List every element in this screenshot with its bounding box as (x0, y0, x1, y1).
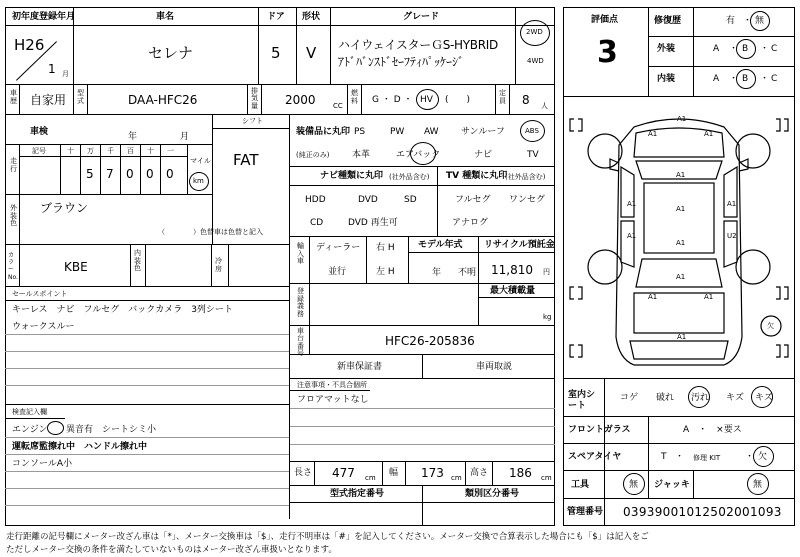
grade-line1: ハイウェイスターＧS-HYBRID (338, 38, 498, 52)
diagram-mark-12: A1 (704, 293, 714, 301)
shift-label: シフト (242, 117, 263, 125)
digit-4: 0 (146, 167, 154, 181)
sales-line2: ウォークスルー (12, 322, 75, 332)
cooling-label: 冷房 (215, 257, 222, 273)
diagram-mark-7: A1 (627, 232, 637, 240)
month-unit: 月 (62, 70, 69, 78)
diagram-mark-3: A1 (676, 171, 686, 179)
km-label: km (193, 177, 204, 185)
interior-a: A (713, 74, 720, 84)
usage: 自家用 (30, 93, 67, 107)
length-value: 477 (332, 466, 355, 480)
mileage-label: 走行 (10, 157, 17, 173)
sheet-yogore: 汚れ (691, 393, 710, 403)
length-label: 長さ (294, 468, 313, 478)
recycle-label: リサイクル預託金 (484, 240, 555, 250)
digits-header-3: 千 (107, 147, 114, 155)
mile-label: マイル (190, 157, 211, 165)
color-no-label: カラー No. (8, 252, 18, 281)
exterior-label: 外装 (657, 44, 676, 54)
repair-opt-dot: ・ (743, 16, 753, 26)
exterior-a: A (713, 44, 720, 54)
import-label: 輸入車 (297, 242, 304, 266)
spare-dot1: ・ (675, 452, 685, 462)
inspector-line3: コンソールA小 (12, 459, 72, 469)
car-name-label: 車名 (156, 12, 175, 22)
navi-dvd-play: DVD 再生可 (348, 218, 398, 228)
yen-unit: 円 (543, 268, 550, 276)
navi-dvd: DVD (358, 195, 378, 205)
control-value: 0393900101250200109​3 (623, 505, 782, 519)
inspector-line1: エンジン (12, 425, 48, 435)
width-label: 幅 (389, 468, 399, 478)
chassis-value: HFC26-205836 (385, 334, 475, 348)
interior-dot2: ・ (760, 74, 770, 84)
grade-line2: ｱﾄﾞﾊﾞﾝｽﾄﾞｾｰﾌﾃｨﾊﾟｯｹｰｼﾞ (338, 55, 465, 69)
cc-unit: CC (333, 102, 343, 110)
equip-airbag: エアバック (396, 150, 441, 160)
diagram-mark-0: A1 (677, 115, 687, 123)
diagram-mark-5: A1 (727, 200, 737, 208)
score-value: 3 (597, 35, 618, 70)
diagram-mark-14: 欠 (767, 322, 774, 330)
jack-value: 無 (753, 480, 763, 490)
color-label: 外装色 (10, 204, 17, 228)
shaken-month: 月 (180, 132, 190, 142)
model-year-unknown: 不明 (458, 268, 477, 278)
spare-t: T (661, 452, 667, 462)
height-cm: cm (541, 474, 552, 482)
color-value: ブラウン (40, 201, 89, 215)
windshield-value: A ・ ×要ス (683, 425, 742, 435)
interior-dot1: ・ (729, 74, 739, 84)
diagram-mark-2: A1 (704, 130, 714, 138)
diagram-mark-10: A1 (676, 273, 686, 281)
width-value: 173 (421, 466, 444, 480)
recycle-value: 11,810 (491, 263, 533, 277)
equipment-label: 装備品に丸印 (296, 127, 351, 137)
model: DAA-HFC26 (128, 93, 198, 107)
diagram-mark-9: U2 (727, 232, 737, 240)
fuel-options: G ・ D ・ (372, 95, 413, 105)
navi-cd: CD (310, 218, 324, 228)
diagram-mark-8: A1 (676, 239, 686, 247)
capacity: 8 (522, 93, 530, 107)
windshield-label: フロントガラス (568, 425, 631, 435)
model-year-year: 年 (432, 268, 442, 278)
notes-line1: フロアマットなし (297, 395, 369, 405)
kg-unit: kg (543, 313, 552, 321)
first-reg-era: H26 (14, 36, 45, 54)
repair-opt-yes: 有 (726, 16, 736, 26)
import-left-h: 左 H (376, 267, 395, 277)
tv-header: TV 種類に丸印 (446, 171, 508, 181)
height-value: 186 (509, 466, 532, 480)
jack-label: ジャッキ (654, 480, 690, 490)
sheet-ana: キズ (726, 393, 744, 403)
navi-header: ナビ種類に丸印 (320, 171, 384, 181)
fuel-hv: HV (420, 95, 433, 105)
digit-3: 0 (126, 167, 134, 181)
digits-header-2: 万 (87, 147, 94, 155)
equip-ps: PS (354, 127, 366, 137)
notes-label: 注意事項・不具合個所 (297, 381, 367, 389)
shift-value: FAT (233, 151, 259, 169)
doors: 5 (271, 44, 281, 62)
capacity-label: 定員 (499, 89, 506, 105)
interior-c: C (771, 74, 778, 84)
digits-header-5: 十 (147, 147, 154, 155)
diagram-mark-11: A1 (648, 293, 658, 301)
sheet-koge: コゲ (620, 393, 639, 403)
tools-label: 工具 (571, 480, 590, 490)
first-reg-month: 1 (48, 62, 56, 76)
sales-line1: キーレス ナビ フルセグ バックカメラ 3列シート (12, 305, 233, 315)
equip-tv: TV (527, 150, 539, 160)
drive-2wd: 2WD (526, 28, 543, 36)
drive-4wd: 4WD (527, 57, 544, 65)
spare-missing: 欠 (758, 452, 768, 462)
door-label: ドア (267, 12, 285, 22)
digit-1: 5 (86, 167, 94, 181)
max-load-label: 最大積載量 (490, 286, 536, 296)
footer-line2: ただしメーター交換の条件を満たしていないものはメーター改ざん車扱いとなります。 (6, 545, 337, 555)
tv-fullseg: フルセグ (455, 195, 491, 205)
interior-label: 内装 (657, 74, 676, 84)
equip-aw: AW (424, 127, 439, 137)
footer-line1: 走行距離の記号欄にメーター改ざん車は「*」、メーター交換車は「$」、走行不明車は「#」を記入してください。メーター交換で合算表示した場合にも「$」は記入をご (6, 532, 649, 542)
color-no-value: KBE (64, 260, 88, 274)
chassis-label: 車台番号 (297, 327, 304, 358)
class-number-label: 類別区分番号 (465, 489, 520, 499)
exterior-dot2: ・ (760, 44, 770, 54)
navi-sd: SD (404, 195, 417, 205)
diagram-mark-13: A1 (677, 333, 687, 341)
spare-dot2: ・ (745, 452, 755, 462)
tv-oneseg: ワンセグ (509, 195, 546, 205)
control-label: 管理番号 (567, 507, 604, 517)
digits-header-6: 一 (167, 147, 174, 155)
score-label: 評価点 (591, 15, 619, 25)
person-unit: 人 (541, 102, 548, 110)
import-parallel: 並行 (328, 267, 347, 277)
spare-kit: 修理 KIT (693, 454, 721, 462)
navi-sub: (社外品含む) (389, 173, 430, 181)
model-label: 型式 (77, 89, 84, 105)
car-manual: 車両取説 (476, 362, 513, 372)
length-cm: cm (365, 474, 376, 482)
digits-header-1: 十 (67, 147, 74, 155)
tv-sub: (社外品含む) (505, 173, 546, 181)
displacement-label: 排気量 (251, 87, 258, 110)
registration-label: 登録義務 (297, 287, 304, 319)
equip-leather: 本革 (352, 150, 371, 160)
exterior-dot1: ・ (729, 44, 739, 54)
exterior-b: B (742, 44, 749, 54)
sales-label: セールスポイント (12, 290, 68, 298)
equip-sunroof: サンルーフ (461, 127, 505, 137)
new-car-warranty: 新車保証書 (337, 362, 383, 372)
car-name: セレナ (148, 44, 194, 62)
interior-sheet-label: 室内シート (568, 390, 596, 411)
sheet-kizu: キズ (755, 393, 773, 403)
equip-pw: PW (390, 127, 405, 137)
shaken-year: 年 (128, 132, 138, 142)
tools-value: 無 (629, 480, 639, 490)
digit-2: 7 (106, 167, 114, 181)
type-number-label: 型式指定番号 (330, 489, 385, 499)
interior-color-label: 内装色 (134, 249, 141, 273)
repair-label: 修復歴 (654, 16, 682, 26)
diagram-mark-6: A1 (676, 205, 686, 213)
shape-label: 形状 (302, 12, 321, 22)
shape: V (306, 44, 317, 62)
width-cm: cm (451, 474, 462, 482)
navi-hdd: HDD (305, 195, 326, 205)
equip-abs: ABS (525, 127, 539, 135)
model-year-label: モデル年式 (418, 240, 463, 250)
equip-navi: ナビ (474, 150, 493, 160)
digit-5: 0 (166, 167, 174, 181)
height-label: 高さ (470, 468, 489, 478)
fuel-label: 燃料 (351, 89, 358, 105)
inspector-line2: 運転席監擦れ中 ハンドル擦れ中 (12, 442, 148, 452)
digits-header-0: 記号 (32, 147, 46, 155)
equipment-sub: (純正のみ) (296, 151, 330, 159)
fuel-paren: ( ) (445, 95, 471, 105)
sheet-yabure: 破れ (656, 393, 675, 403)
diagram-mark-4: A1 (627, 200, 637, 208)
inspector-label: 検査記入欄 (12, 408, 47, 416)
first-reg-label: 初年度登録年月 (12, 12, 76, 22)
grade-label: グレード (403, 12, 440, 22)
import-right-h: 右 H (376, 243, 395, 253)
interior-b: B (742, 74, 749, 84)
import-dealer: ディーラー (316, 243, 361, 253)
digits-header-4: 百 (127, 147, 134, 155)
color-note: （ ）色替車は色替と記入 (158, 228, 263, 236)
usage-label: 車歴 (10, 89, 17, 105)
inspector-line1b: 異音有 シートシミ小 (66, 425, 157, 435)
displacement: 2000 (285, 93, 316, 107)
spare-label: スペアタイヤ (568, 452, 622, 462)
inspector-mark (47, 421, 64, 435)
exterior-c: C (771, 44, 778, 54)
tv-analog: アナログ (452, 218, 489, 228)
diagram-mark-1: A1 (648, 130, 658, 138)
shaken-label: 車検 (30, 127, 49, 137)
repair-opt-none: 無 (755, 16, 765, 26)
